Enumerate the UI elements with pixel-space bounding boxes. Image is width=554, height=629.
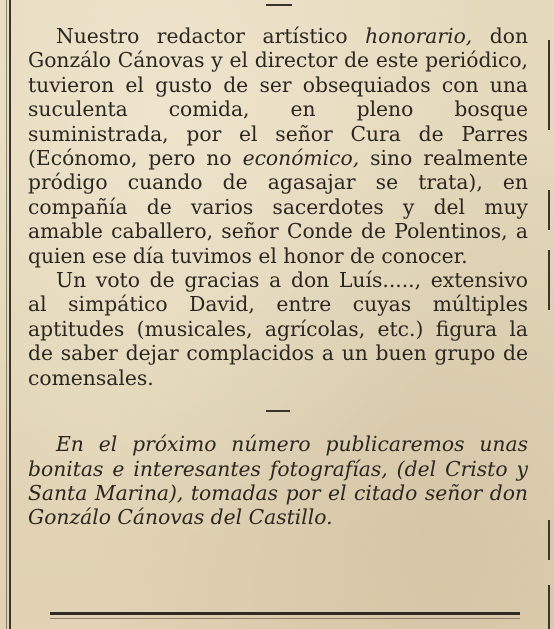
article-column [28, 24, 528, 530]
column-rule-right-segment [548, 250, 550, 310]
bottom-rule-thin [50, 618, 520, 619]
paragraph-1 [28, 24, 528, 268]
column-rule-left [9, 0, 11, 629]
column-rule-right-segment [548, 585, 550, 629]
column-rule-left-thin [6, 0, 7, 629]
paragraph-1-emphasis-honorario: honorario, [365, 24, 473, 48]
paragraph-1-emphasis-economico: económico, [242, 146, 360, 171]
paragraph-1-text-b: don Gonzálo Cánovas y el director de este periódico, tuvieron el gusto de ser obsequiados con una suculenta comida, en pleno bosque suministrada, por el señor Cura de Parres (Ecónomo, pero no [28, 24, 529, 171]
paragraph-1-text-a: Nuestro redactor artístico [56, 24, 366, 48]
bottom-rule [50, 612, 520, 615]
top-separator-dash [266, 4, 292, 6]
paragraph-1-text-c: sino realmente pródigo cuando de agasajar se trata), en compañía de varios sacerdotes y del muy amable caballero, señor Conde de Polentinos, a quien ese día tuvimos el honor de conocer. [28, 146, 528, 268]
column-rule-right-segment [548, 520, 550, 560]
column-rule-right-segment [548, 190, 550, 230]
column-rule-right-segment [548, 40, 550, 130]
paragraph-2: Un voto de gracias a don Luís....., extensivo al simpático David, entre cuyas múltiples aptitudes (musicales, agrícolas, etc.) figura la de saber dejar complacidos a un buen grupo de comensales. [28, 268, 528, 390]
announcement-paragraph: En el próximo número publicaremos unas bonitas e interesantes fotografías, (del Cristo y Santa Marina), tomadas por el citado señor don Gonzálo Cánovas del Castillo. [28, 432, 528, 530]
section-separator-dash [266, 410, 290, 412]
